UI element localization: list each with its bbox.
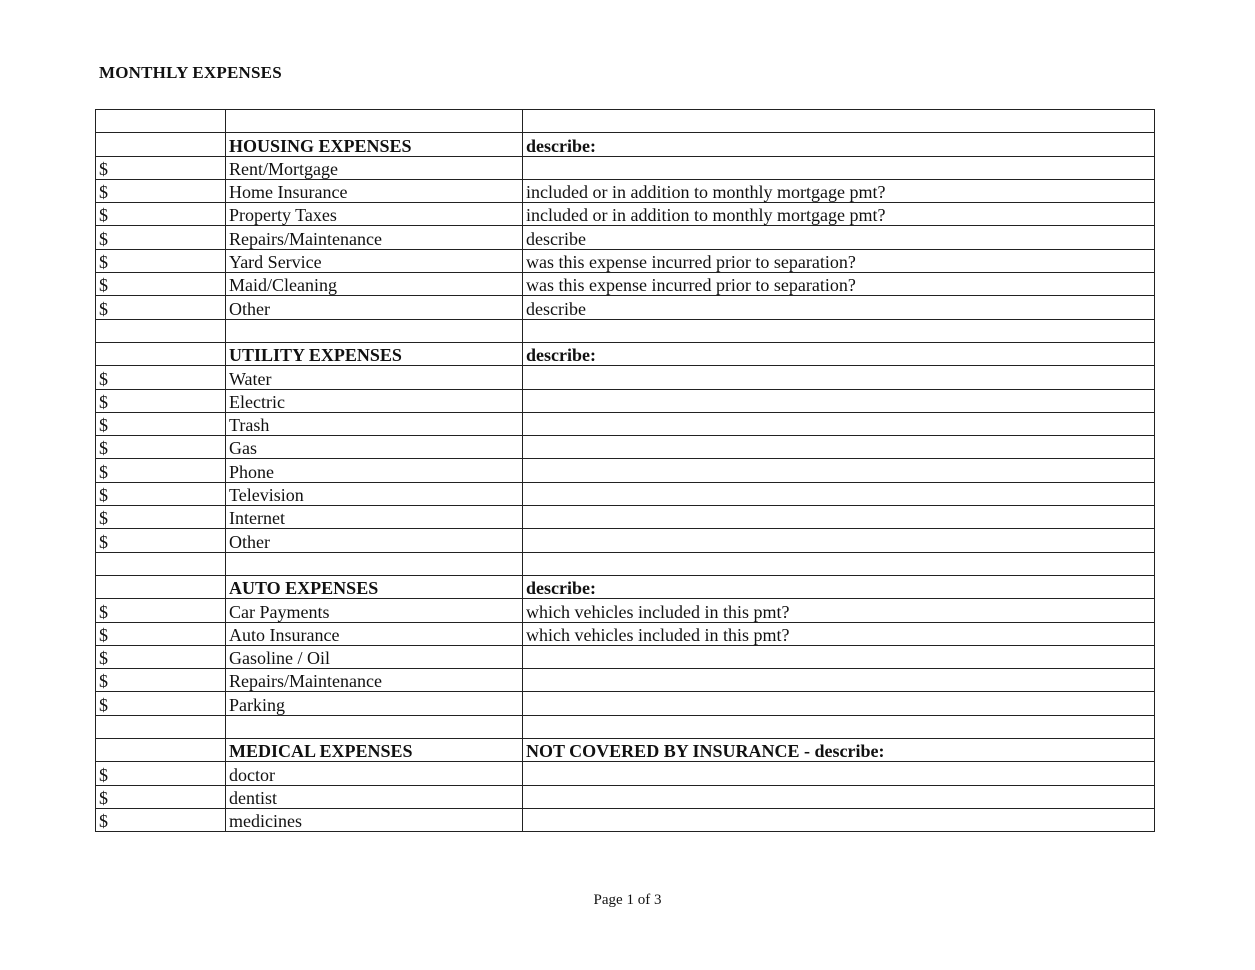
section-describe-header: describe: — [523, 342, 1155, 365]
description-field[interactable] — [523, 808, 1155, 831]
description-field[interactable] — [523, 389, 1155, 412]
description-field[interactable]: which vehicles included in this pmt? — [523, 599, 1155, 622]
section-describe-header: describe: — [523, 575, 1155, 598]
blank-item-cell[interactable] — [226, 319, 523, 342]
amount-field[interactable]: $ — [96, 622, 226, 645]
amount-field[interactable]: $ — [96, 412, 226, 435]
section-heading: UTILITY EXPENSES — [226, 342, 523, 365]
expense-row — [96, 529, 1155, 552]
section-heading: MEDICAL EXPENSES — [226, 739, 523, 762]
expense-item-label: Gas — [226, 436, 523, 459]
expense-row — [96, 412, 1155, 435]
expenses-table — [95, 109, 1155, 832]
expense-row — [96, 436, 1155, 459]
expense-row — [96, 156, 1155, 179]
blank-description-cell[interactable] — [523, 552, 1155, 575]
description-field[interactable] — [523, 482, 1155, 505]
expense-item-label: Electric — [226, 389, 523, 412]
expense-row — [96, 203, 1155, 226]
section-amount-cell — [96, 342, 226, 365]
expense-item-label: Gasoline / Oil — [226, 645, 523, 668]
section-describe-header: NOT COVERED BY INSURANCE - describe: — [523, 739, 1155, 762]
blank-amount-cell[interactable] — [96, 110, 226, 133]
expense-item-label: Repairs/Maintenance — [226, 669, 523, 692]
amount-field[interactable]: $ — [96, 389, 226, 412]
amount-field[interactable]: $ — [96, 785, 226, 808]
expense-row — [96, 599, 1155, 622]
blank-row — [96, 715, 1155, 738]
description-field[interactable] — [523, 669, 1155, 692]
expense-row — [96, 482, 1155, 505]
section-amount-cell — [96, 575, 226, 598]
section-header-row — [96, 342, 1155, 365]
expense-item-label: Internet — [226, 506, 523, 529]
expense-row — [96, 389, 1155, 412]
document-title: MONTHLY EXPENSES — [99, 63, 282, 82]
expense-item-label: Trash — [226, 412, 523, 435]
amount-field[interactable]: $ — [96, 296, 226, 319]
expense-row — [96, 296, 1155, 319]
expense-item-label: Rent/Mortgage — [226, 156, 523, 179]
section-heading: HOUSING EXPENSES — [226, 133, 523, 156]
blank-item-cell[interactable] — [226, 552, 523, 575]
expense-item-label: Yard Service — [226, 249, 523, 272]
blank-item-cell[interactable] — [226, 715, 523, 738]
expense-row — [96, 506, 1155, 529]
expense-row — [96, 808, 1155, 831]
amount-field[interactable]: $ — [96, 669, 226, 692]
amount-field[interactable]: $ — [96, 808, 226, 831]
amount-field[interactable]: $ — [96, 366, 226, 389]
description-field[interactable]: was this expense incurred prior to separation? — [523, 249, 1155, 272]
description-field[interactable] — [523, 645, 1155, 668]
expense-item-label: Other — [226, 296, 523, 319]
expenses-table-body — [96, 110, 1155, 832]
blank-description-cell[interactable] — [523, 319, 1155, 342]
amount-field[interactable]: $ — [96, 273, 226, 296]
expense-row — [96, 273, 1155, 296]
section-header-row — [96, 739, 1155, 762]
description-field[interactable]: was this expense incurred prior to separation? — [523, 273, 1155, 296]
expense-row — [96, 459, 1155, 482]
expense-row — [96, 692, 1155, 715]
amount-field[interactable]: $ — [96, 529, 226, 552]
amount-field[interactable]: $ — [96, 249, 226, 272]
description-field[interactable] — [523, 506, 1155, 529]
expense-item-label: Auto Insurance — [226, 622, 523, 645]
expense-row — [96, 249, 1155, 272]
blank-amount-cell[interactable] — [96, 715, 226, 738]
expense-item-label: Parking — [226, 692, 523, 715]
expense-row — [96, 179, 1155, 202]
expense-item-label: Property Taxes — [226, 203, 523, 226]
page-number: Page 1 of 3 — [593, 892, 662, 908]
description-field[interactable] — [523, 436, 1155, 459]
blank-row — [96, 110, 1155, 133]
amount-field[interactable]: $ — [96, 459, 226, 482]
blank-amount-cell[interactable] — [96, 319, 226, 342]
description-field[interactable]: describe — [523, 296, 1155, 319]
section-amount-cell — [96, 133, 226, 156]
amount-field[interactable]: $ — [96, 692, 226, 715]
description-field[interactable] — [523, 156, 1155, 179]
amount-field[interactable]: $ — [96, 203, 226, 226]
expense-item-label: dentist — [226, 785, 523, 808]
description-field[interactable] — [523, 412, 1155, 435]
section-header-row — [96, 133, 1155, 156]
amount-field[interactable]: $ — [96, 645, 226, 668]
expense-row — [96, 762, 1155, 785]
section-heading: AUTO EXPENSES — [226, 575, 523, 598]
description-field[interactable] — [523, 529, 1155, 552]
expense-row — [96, 366, 1155, 389]
expense-item-label: Other — [226, 529, 523, 552]
blank-description-cell[interactable] — [523, 110, 1155, 133]
expense-item-label: medicines — [226, 808, 523, 831]
description-field[interactable]: describe — [523, 226, 1155, 249]
expense-item-label: Maid/Cleaning — [226, 273, 523, 296]
expense-item-label: Car Payments — [226, 599, 523, 622]
amount-field[interactable]: $ — [96, 506, 226, 529]
expense-item-label: Water — [226, 366, 523, 389]
expense-item-label: Television — [226, 482, 523, 505]
blank-description-cell[interactable] — [523, 715, 1155, 738]
expense-row — [96, 669, 1155, 692]
expense-row — [96, 622, 1155, 645]
amount-field[interactable]: $ — [96, 599, 226, 622]
expense-item-label: doctor — [226, 762, 523, 785]
description-field[interactable]: included or in addition to monthly mortgage pmt? — [523, 179, 1155, 202]
expense-item-label: Phone — [226, 459, 523, 482]
description-field[interactable] — [523, 762, 1155, 785]
amount-field[interactable]: $ — [96, 156, 226, 179]
description-field[interactable] — [523, 785, 1155, 808]
amount-field[interactable]: $ — [96, 482, 226, 505]
expense-row — [96, 226, 1155, 249]
description-field[interactable]: included or in addition to monthly mortgage pmt? — [523, 203, 1155, 226]
amount-field[interactable]: $ — [96, 762, 226, 785]
blank-row — [96, 552, 1155, 575]
blank-item-cell[interactable] — [226, 110, 523, 133]
expense-row — [96, 645, 1155, 668]
amount-field[interactable]: $ — [96, 226, 226, 249]
expense-item-label: Home Insurance — [226, 179, 523, 202]
section-header-row — [96, 575, 1155, 598]
description-field[interactable] — [523, 692, 1155, 715]
description-field[interactable] — [523, 366, 1155, 389]
description-field[interactable] — [523, 459, 1155, 482]
amount-field[interactable]: $ — [96, 436, 226, 459]
expense-row — [96, 785, 1155, 808]
description-field[interactable]: which vehicles included in this pmt? — [523, 622, 1155, 645]
amount-field[interactable]: $ — [96, 179, 226, 202]
blank-row — [96, 319, 1155, 342]
expense-item-label: Repairs/Maintenance — [226, 226, 523, 249]
section-describe-header: describe: — [523, 133, 1155, 156]
section-amount-cell — [96, 739, 226, 762]
blank-amount-cell[interactable] — [96, 552, 226, 575]
